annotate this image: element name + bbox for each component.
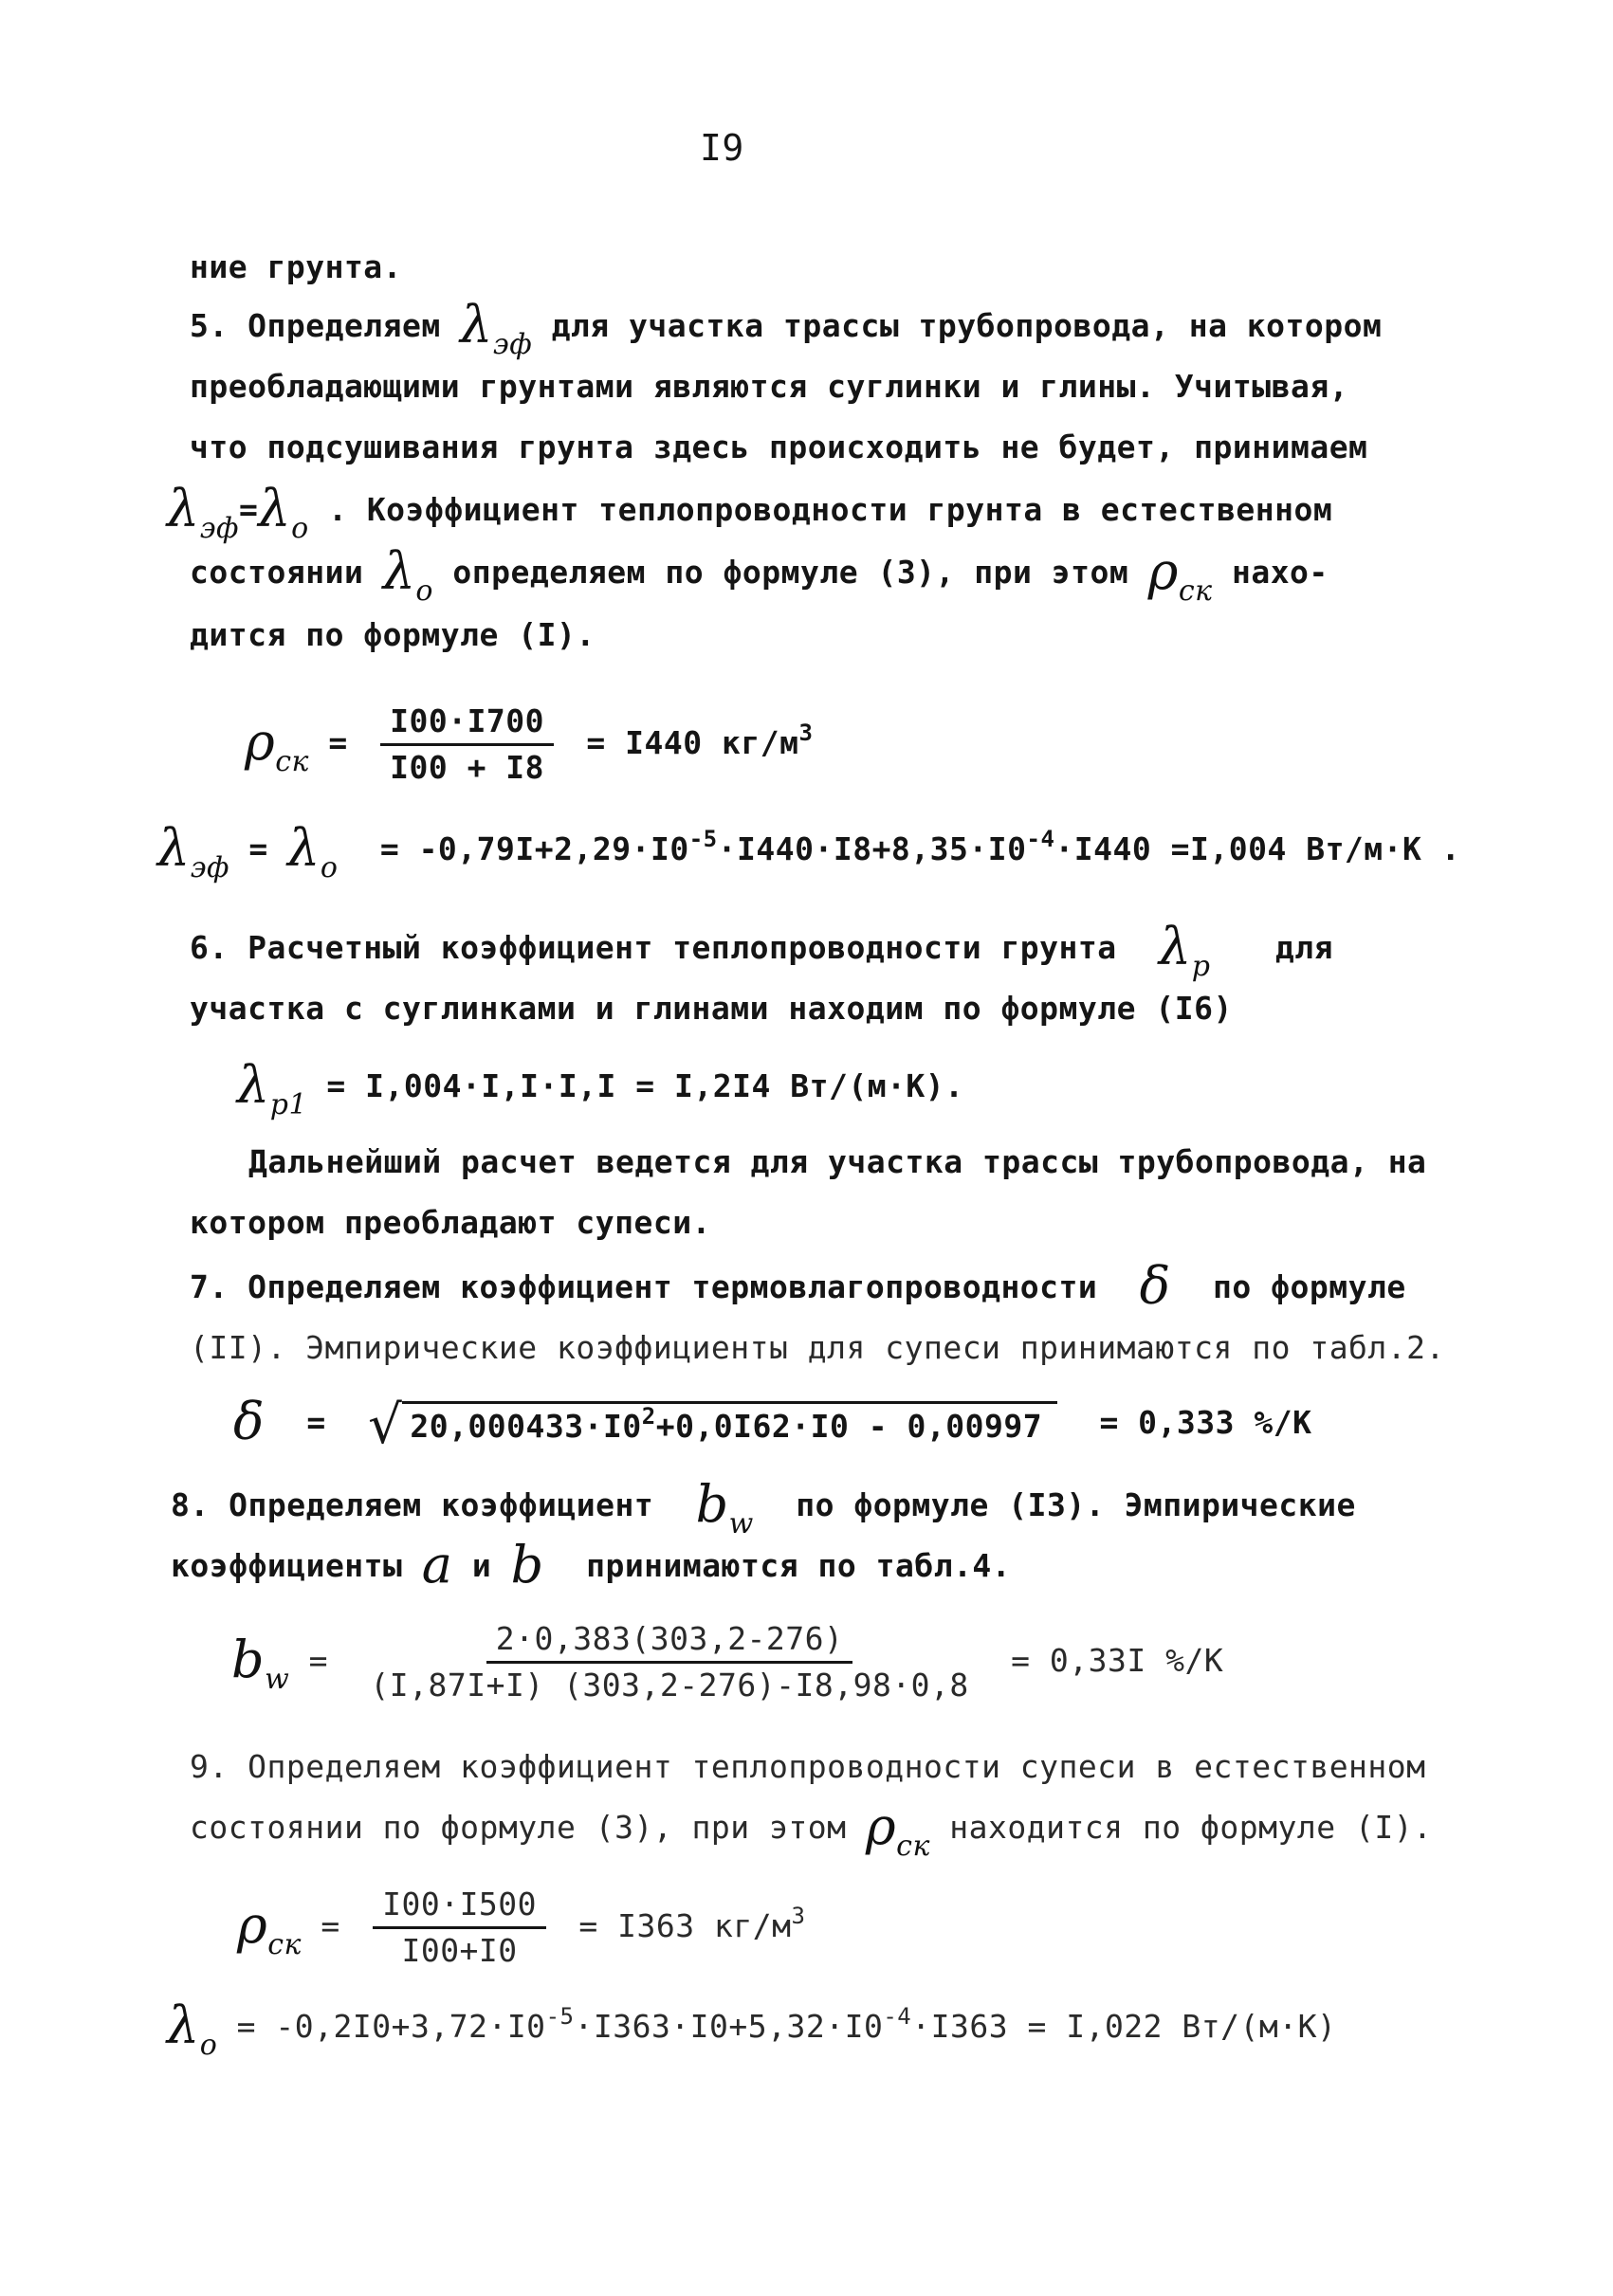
lambda-eff-symbol: $\lambda_{эф}$ [167, 479, 240, 545]
rho-sk-symbol: $\rho_{ск}$ [237, 1895, 302, 1961]
item5-line6: дится по формуле (I). [190, 616, 596, 653]
fraction: $\frac{I00\cdot I700}{I00 + I8}$ [380, 703, 554, 786]
delta-symbol: δ [1139, 1256, 1171, 1316]
square-root: √ $20,000433\cdot I0^2+0,0I62\cdot I0 - 0,00997$ [368, 1401, 1057, 1448]
paragraph-line1: Дальнейший расчет ведется для участка трассы трубопровода, на [248, 1143, 1427, 1180]
paragraph-line2: котором преобладают супеси. [190, 1204, 711, 1241]
item5-line4: $\lambda_{эф}=\lambda_о$ . Коэффициент теплопроводности грунта в естественном [167, 489, 1332, 548]
b-w-symbol: $b_w$ [695, 1474, 754, 1540]
formula-rho-sk-1: $\rho_{ск}$ = $\frac{I00\cdot I700}{I00 + I8}$ = I440 $кг/м^3$ [245, 702, 814, 786]
item5-line3: что подсушивания грунта здесь происходить не будет, принимаем [190, 428, 1368, 465]
delta-symbol: δ [233, 1392, 266, 1451]
lambda-p-symbol: $\lambda_р$ [1159, 917, 1211, 983]
item6-line1: 6. Расчетный коэффициент теплопроводности грунта $\lambda_р$ для [190, 927, 1333, 986]
formula-b-w: $b_w$ = $\frac{2\cdot 0,383(303,2-276)}{(I,87I+I) (303,2-276)-I8,98\cdot 0,8}$ = 0,33I %/К [231, 1620, 1224, 1704]
lambda-eff-symbol: $\lambda_{эф}$ [157, 818, 230, 884]
item7-line1: 7. Определяем коэффициент термовлагопроводности δ по формуле [190, 1256, 1406, 1316]
formula-lambda-eff: $\lambda_{эф} = \lambda_о = -0,79I+2,29\cdot I0^{-5}\cdot I440\cdot I8+8,35\cdot I0^{-4}\cdot I440 =I,004$ Вт/м·К . [157, 829, 1460, 887]
rho-sk-symbol: $\rho_{ск}$ [1147, 541, 1213, 608]
formula-lambda-0: $\lambda_о = -0,2I0+3,72\cdot I0^{-5}\cdot I363\cdot I0+5,32\cdot I0^{-4}\cdot I363 = I,022$ Вт/(м·К) [167, 2006, 1336, 2065]
b-w-symbol: $b_w$ [231, 1630, 290, 1696]
item9-line2: состоянии по формуле (3), при этом $\rho_{ск}$ находится по формуле (I). [190, 1807, 1432, 1866]
formula-rho-sk-2: $\rho_{ск}$ = $\frac{I00\cdot I500}{I00+I0}$ = I363 $кг/м^3$ [237, 1886, 806, 1969]
fraction: $\frac{I00\cdot I500}{I00+I0}$ [373, 1886, 546, 1969]
lambda-eff-symbol: $\lambda_{эф}$ [460, 295, 533, 361]
b-symbol: b [510, 1535, 544, 1594]
item5-line1: 5. Определяем $\lambda_{эф}$ для участка трассы трубопровода, на котором [190, 305, 1382, 364]
lambda-0-symbol: $\lambda_о$ [287, 818, 339, 884]
item8-line1: 8. Определяем коэффициент $b_w$ по формуле (I3). Эмпирические [171, 1485, 1356, 1543]
lambda-0-symbol: $\lambda_о$ [258, 479, 309, 545]
text-line: ние грунта. [190, 248, 403, 285]
item6-line2: участка с суглинками и глинами находим по формуле (I6) [190, 990, 1233, 1027]
lambda-0-symbol: $\lambda_о$ [382, 541, 433, 608]
a-symbol: a [421, 1535, 453, 1594]
fraction: $\frac{2\cdot 0,383(303,2-276)}{(I,87I+I) (303,2-276)-I8,98\cdot 0,8}$ [370, 1620, 969, 1704]
item5-line2: преобладающими грунтами являются суглинки и глины. Учитывая, [190, 368, 1349, 405]
item9-line1: 9. Определяем коэффициент теплопроводности супеси в естественном [190, 1748, 1426, 1785]
item8-line2: коэффициенты a и b принимаются по табл.4. [171, 1535, 1012, 1594]
item7-line2: (II). Эмпирические коэффициенты для супеси принимаются по табл.2. [190, 1329, 1445, 1366]
lambda-0-symbol: $\lambda_о$ [167, 1995, 218, 2062]
formula-lambda-p1: $\lambda_{р1} = I,004\cdot I,I\cdot I,I = I,2I4$ Вт/(м·К). [237, 1066, 964, 1124]
lambda-p1-symbol: $\lambda_{р1}$ [237, 1055, 308, 1121]
rho-sk-symbol: $\rho_{ск}$ [865, 1796, 930, 1863]
rho-sk-symbol: $\rho_{ск}$ [245, 712, 309, 778]
item5-line5: состоянии $\lambda_о$ определяем по формуле (3), при этом $\rho_{ск}$ нахо- [190, 552, 1329, 610]
page-number: I9 [700, 127, 744, 169]
formula-delta: δ = √ $20,000433\cdot I0^2+0,0I62\cdot I0 - 0,00997 = 0,333$ %/К [233, 1392, 1312, 1456]
